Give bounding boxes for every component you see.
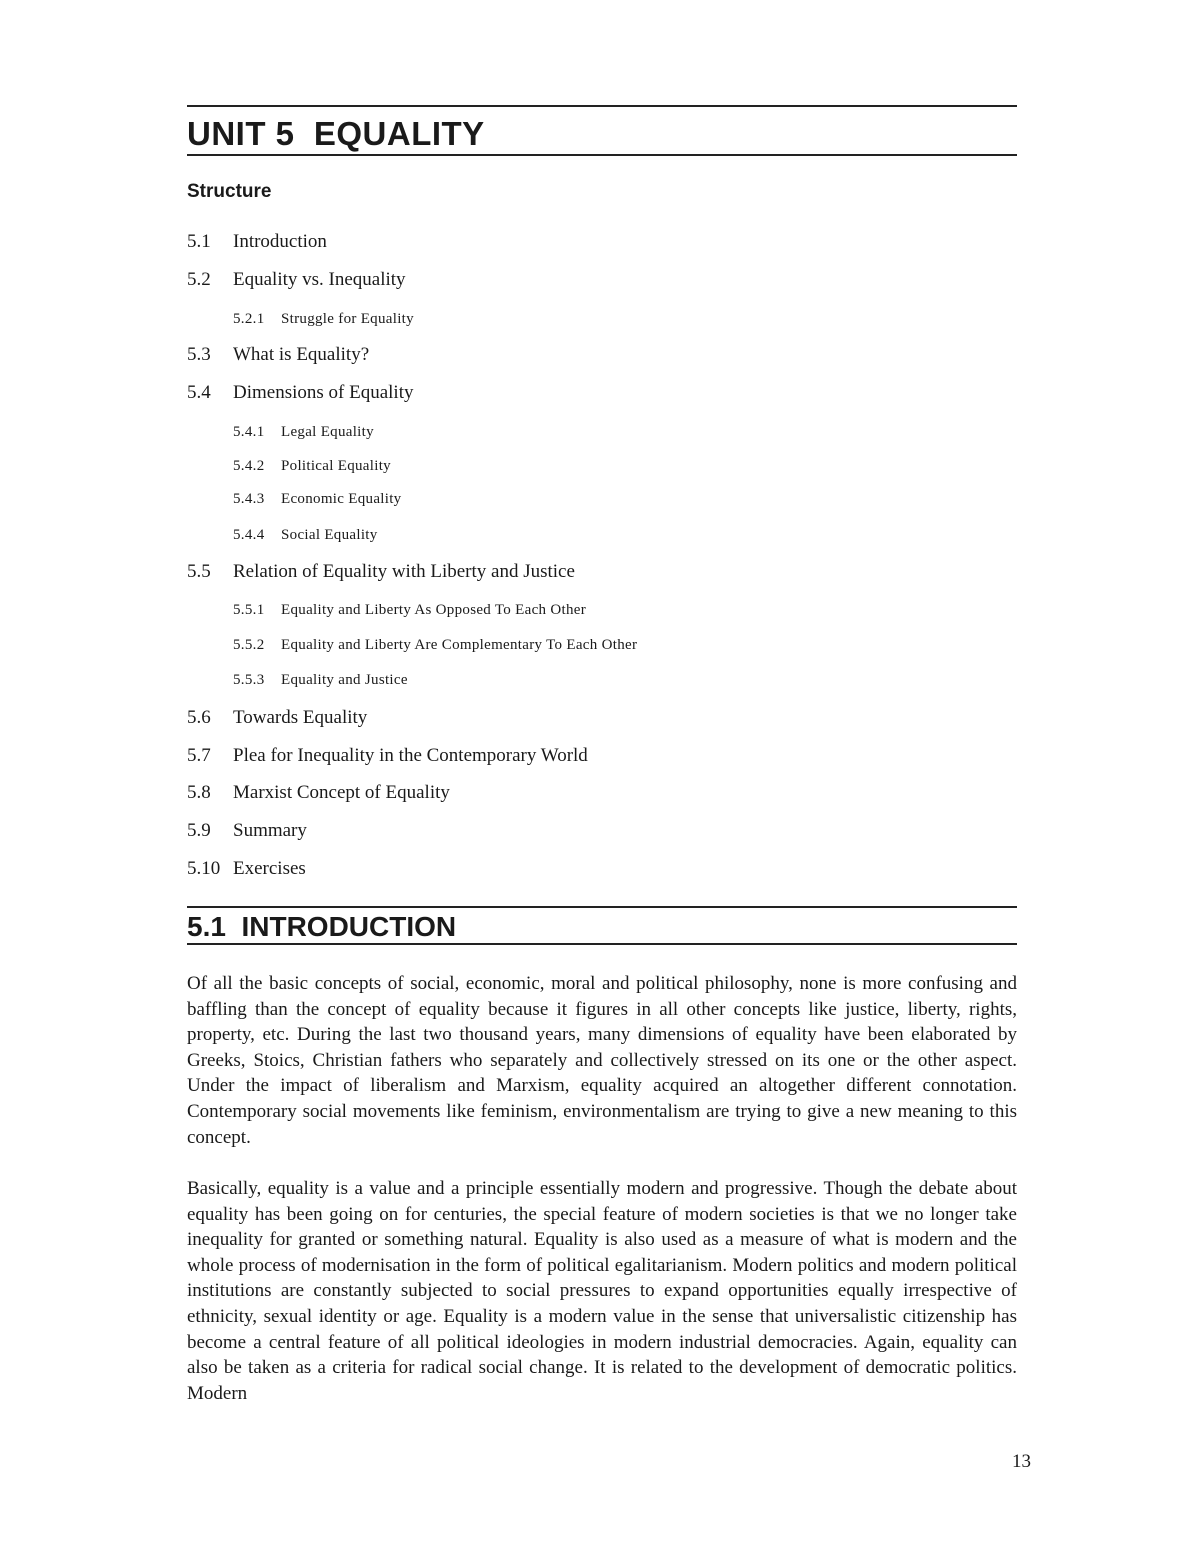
- toc-item: [187, 744, 588, 768]
- toc-item-number: 5.5.2: [233, 637, 265, 653]
- toc-item-title: What is Equality?: [233, 344, 370, 365]
- toc-item: [187, 343, 369, 367]
- toc-item: [187, 857, 306, 881]
- toc-item-number: 5.5: [187, 561, 211, 582]
- toc-subitem: [233, 600, 586, 620]
- toc-subitem: [233, 456, 391, 476]
- toc-subitem: [233, 422, 374, 442]
- toc-item-title: Legal Equality: [281, 424, 374, 440]
- toc-item: [187, 268, 406, 292]
- toc-item-number: 5.4: [187, 382, 211, 403]
- toc-item-title: Equality and Justice: [281, 672, 408, 688]
- page-number: 13: [1012, 1451, 1031, 1472]
- toc-item-title: Relation of Equality with Liberty and Justice: [233, 561, 575, 582]
- toc-item-number: 5.3: [187, 344, 211, 365]
- toc-item-number: 5.4.3: [233, 491, 265, 507]
- toc-subitem: [233, 635, 637, 655]
- toc-item-title: Struggle for Equality: [281, 311, 414, 327]
- unit-title: UNIT 5 EQUALITY: [187, 115, 485, 152]
- toc-item-title: Introduction: [233, 231, 327, 252]
- section-title: 5.1 INTRODUCTION: [187, 911, 457, 942]
- toc-subitem: [233, 525, 378, 545]
- toc-item-number: 5.4.4: [233, 527, 265, 543]
- toc-item-number: 5.5.3: [233, 672, 265, 688]
- toc-item-number: 5.4.2: [233, 458, 265, 474]
- section-top-rule: [187, 906, 1017, 908]
- toc-subitem: [233, 309, 414, 329]
- title-bottom-rule: [187, 154, 1017, 156]
- toc-item-title: Equality and Liberty Are Complementary To Each Other: [281, 637, 638, 653]
- toc-item-number: 5.2: [187, 269, 211, 290]
- toc-item-title: Economic Equality: [281, 491, 402, 507]
- toc-item-number: 5.9: [187, 820, 211, 841]
- body-paragraph: Of all the basic concepts of social, economic, moral and political philosophy, none is more confusing and baffling than the concept of equality because it figures in all other concepts like justice, liberty, rights, property, etc. During the last two thousand years, many dimensions of equality have been elaborated by Greeks, Stoics, Christian fathers who separately and collectively stressed on its one or the other aspect. Under the impact of liberalism and Marxism, equality acquired an altogether different connotation. Contemporary social movements like feminism, environmentalism are trying to give a new meaning to this concept.: [187, 973, 1017, 1148]
- toc-item-number: 5.2.1: [233, 311, 265, 327]
- toc-item-number: 5.1: [187, 231, 211, 252]
- toc-item-number: 5.6: [187, 707, 211, 728]
- toc-item-number: 5.8: [187, 782, 211, 803]
- toc-item-title: Political Equality: [281, 458, 391, 474]
- toc-item-title: Exercises: [233, 858, 306, 879]
- toc-item-title: Summary: [233, 820, 307, 841]
- toc-item-title: Plea for Inequality in the Contemporary World: [233, 745, 588, 766]
- toc-item-title: Marxist Concept of Equality: [233, 782, 450, 803]
- title-top-rule: [187, 105, 1017, 107]
- toc-item-number: 5.4.1: [233, 424, 265, 440]
- body-paragraph: Basically, equality is a value and a principle essentially modern and progressive. Though the debate about equality has been going on for centuries, the special feature of modern societies is that we no longer take inequality for granted or something natural. Equality is also used as a measure of what is modern and the whole process of modernisation in the form of political egalitarianism. Modern politics and modern political institutions are constantly subjected to social pressures to expand opportunities equally irrespective of ethnicity, sexual identity or age. Equality is a modern value in the sense that universalistic citizenship has become a central feature of all political ideologies in modern industrial democracies. Again, equality can also be taken as a criteria for radical social change. It is related to the development of democratic politics. Modern: [187, 1178, 1017, 1404]
- toc-item: [187, 819, 307, 843]
- toc-item-title: Equality and Liberty As Opposed To Each Other: [281, 602, 587, 618]
- toc-item-title: Towards Equality: [233, 707, 368, 728]
- toc-item: [187, 560, 575, 584]
- toc-item-title: Equality vs. Inequality: [233, 269, 406, 290]
- toc-item: [187, 781, 450, 805]
- structure-heading: Structure: [187, 181, 272, 202]
- section-bottom-rule: [187, 943, 1017, 945]
- toc-item: [187, 381, 413, 405]
- toc-subitem: [233, 489, 402, 509]
- toc-item: [187, 230, 327, 254]
- toc-item-title: Social Equality: [281, 527, 378, 543]
- toc-item-number: 5.5.1: [233, 602, 265, 618]
- toc-item-title: Dimensions of Equality: [233, 382, 414, 403]
- toc-item-number: 5.7: [187, 745, 211, 766]
- toc-item: [187, 706, 367, 730]
- toc-item-number: 5.10: [187, 858, 221, 879]
- toc-subitem: [233, 670, 408, 690]
